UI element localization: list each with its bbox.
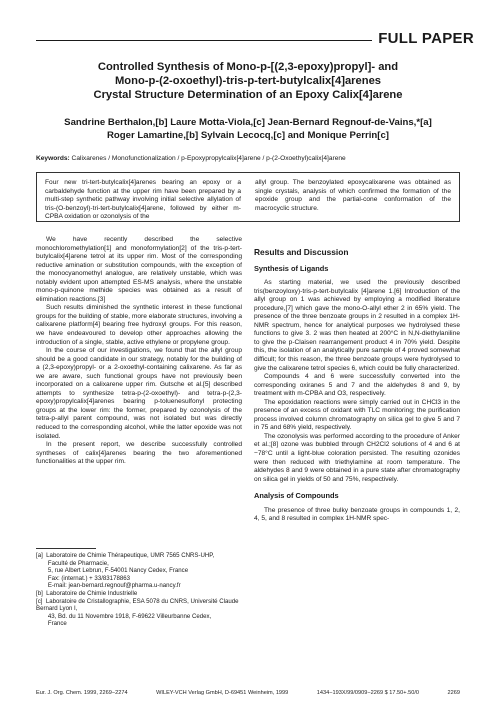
footnote-a: [a] Laboratoire de Chimie Thérapeutique, UMR 7565 CNRS-UHP, Faculté de Pharmacie, 5, rue Albert Lebrun, F-54001 Nancy Cedex, France Fax: (internat.) + 33/83178863 E-mail: jean-bernard.regnouf@pharma.u-nancy.fr xyxy=(36,552,215,590)
footnote-b: [b] Laboratoire de Chimie Industrielle xyxy=(36,589,138,597)
affiliation-footnotes xyxy=(36,552,242,628)
header-rule xyxy=(36,40,372,41)
authors-line-2: Roger Lamartine,[b] Sylvain Lecocq,[c] and Monique Perrin[c] xyxy=(107,130,389,141)
intro-paragraph-4: In the present report, we describe successfully controlled syntheses of calix[4]arenes bearing the two aforementioned functionalities at the upper rim. xyxy=(36,441,242,466)
footer-publisher: WILEY-VCH Verlag GmbH, D-69451 Weinheim, 1999 xyxy=(156,690,289,696)
synthesis-paragraph-1: As starting material, we used the previously described tris(benzoyloxy)-tris-p-tert-butylcalix [4]arene 1.[6] Introduction of the allyl group on 1 was achieved by employing a modified literature procedure,[7] which gave the mono-O-allyl ether 2 in 65% yield. The presence of the three benzoate groups in 2 resulted in a complex 1H-NMR spectrum, hence for analytical purposes we hydrolysed these functions to give 3. 2 was then heated at 200°C in N,N-diethylaniline to give the p-Claisen rearrangement product 4 in 70% yield. Despite this, the isolation of an analytically pure sample of 4 proved somewhat difficult; for this reason, the three benzoate groups were hydrolysed to give the calixarene tetrol species 6, which could be fully characterized. xyxy=(254,279,460,372)
body-right-column xyxy=(254,248,460,524)
footer-journal: Eur. J. Org. Chem. 1999, 2269−2274 xyxy=(36,690,128,696)
keywords-label: Keywords: xyxy=(36,155,70,162)
intro-paragraph-2: Such results diminished the synthetic interest in these functional groups for the building of stable, more elaborate structures, involving a calixarene platform[4] bearing free hydroxyl groups. For this reason, we have endeavoured to develop other approaches allowing the introduction of a single, stable, active ethylene or propylene group. xyxy=(36,304,242,346)
authors-line-1: Sandrine Berthalon,[b] Laure Motta-Viola,[c] Jean-Bernard Regnouf-de-Vains,*[a] xyxy=(64,117,432,128)
title-line-2: Mono-p-(2-oxoethyl)-tris-p-tert-butylcalix[4]arenes xyxy=(114,75,382,87)
author-list xyxy=(30,116,466,142)
intro-paragraph-1: We have recently described the selective monochloromethylation[1] and monoformylation[2] of the tris-p-tert-butylcalix[4]arene tetrol at its upper rim. Most of the corresponding reductive amination or substitution compounds, with the exception of the monocyanomethyl analogue, are relatively unstable, which was notably evident upon attempted ES-MS analysis, where the unstable mono-p-quinone methide species was obtained as a result of elimination reactions.[3] xyxy=(36,236,242,303)
body-left-column xyxy=(36,236,242,467)
abstract-right: allyl group. The benzoylated epoxycalixarene was obtained as single crystals, analysis of which confirmed the formation of the epoxide group and the partial-cone conformation of the macrocyclic structure. xyxy=(255,179,451,212)
analysis-paragraph-1: The presence of three bulky benzoate groups in compounds 1, 2, 4, 5, and 8 resulted in complex 1H-NMR spec- xyxy=(254,506,460,523)
title-line-1: Controlled Synthesis of Mono-p-[(2,3-epoxy)propyl]- and xyxy=(97,61,399,73)
subsection-heading-synthesis: Synthesis of Ligands xyxy=(254,263,329,273)
synthesis-paragraph-3: The epoxidation reactions were simply carried out in CHCl3 in the presence of an excess of oxidant with TLC monitoring; the purification process involved column chromatography on silica gel to give 5 and 7 in 75 and 68% yield, respectively. xyxy=(254,398,460,432)
footer-page-number: 2269 xyxy=(447,690,460,696)
page-footer xyxy=(36,690,460,696)
abstract-box xyxy=(36,172,460,222)
footnote-rule xyxy=(36,548,96,549)
title-line-3: Crystal Structure Determination of an Epoxy Calix[4]arene xyxy=(93,89,403,101)
keywords-text: Calixarenes / Monofunctionalization / p-Epoxypropylcalix[4]arene / p-(2-Oxoethyl)calix[4]arene xyxy=(69,155,346,162)
keywords xyxy=(36,154,476,163)
intro-paragraph-3: In the course of our investigations, we found that the allyl group should be a good candidate in our strategy, notably for the building of a (2,3-epoxy)propyl- or a 2-oxoethyl-containing calixarene. As far as we are aware, such functional groups have not previously been incorporated on a calixarene upper rim. Gutsche et al.[5] described attempts to synthesize tetra-p-(2-oxoethyl)- and tetra-p-(2,3-epoxy)propylcalix[4]arenes bearing p-toluenesulfonyl protecting groups at the lower rim: the former, prepared by ozonolysis of the tetra-p-allyl parent compound, was not isolated but was directly reduced to the corresponding alcohol, while the latter epoxide was not isolated. xyxy=(36,347,242,440)
synthesis-paragraph-4: The ozonolysis was performed according to the procedure of Anker et al.;[8] ozone was bubbled through CH2Cl2 solutions of 4 and 6 at −78°C until a light-blue coloration persisted. The resulting ozonides were then reduced with triethylamine at room temperature. The aldehydes 8 and 9 were obtained in a pure state after chromatography on silica gel in yields of 50 and 75%, respectively. xyxy=(254,432,460,483)
footer-issn: 1434−193X/99/0909−2269 $ 17.50+.50/0 xyxy=(316,690,419,696)
article-title xyxy=(30,60,466,102)
abstract-left: Four new tri-tert-butylcalix[4]arenes bearing an epoxy or a carbaldehyde function at the upper rim have been prepared by a multi-step synthetic pathway involving initial selective allylation of tris-(O-benzoyl)-tri-tert-butylcalix[4]arene, followed by either m-CPBA oxidation or ozonolysis of the xyxy=(45,179,241,221)
section-label: FULL PAPER xyxy=(378,30,474,47)
footnote-c: [c] Laboratoire de Cristallographie, ESA 5078 du CNRS, Université Claude Bernard Lyon I, 43, Bd. du 11 Novembre 1918, F-69622 Villeurbanne Cedex, France xyxy=(36,597,239,628)
subsection-heading-analysis: Analysis of Compounds xyxy=(254,491,339,501)
section-heading: Results and Discussion xyxy=(254,247,349,257)
synthesis-paragraph-2: Compounds 4 and 6 were successfully converted into the corresponding oxiranes 5 and 7 and the aldehydes 8 and 9, by treatment with m-CPBA and O3, respectively. xyxy=(254,373,460,398)
